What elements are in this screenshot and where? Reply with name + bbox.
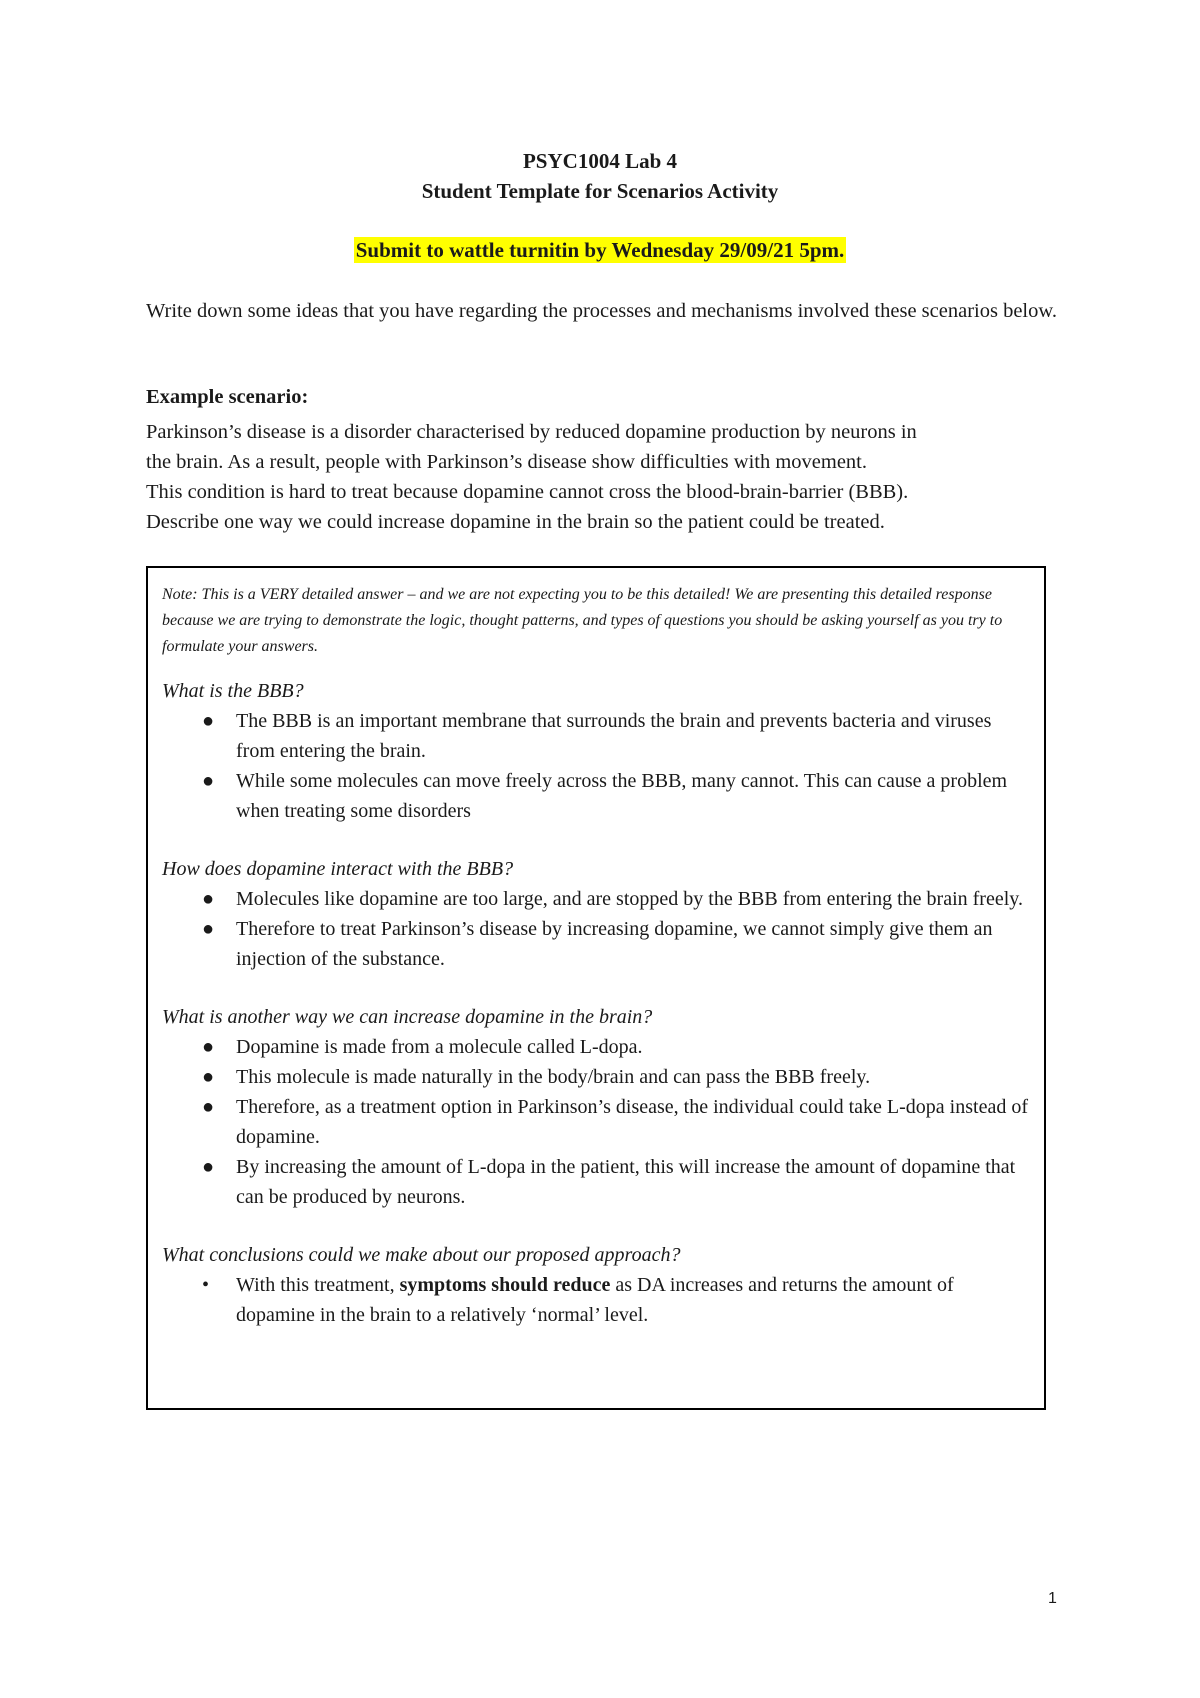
bullet-icon: ● [202, 1096, 215, 1118]
bullet-icon: ● [202, 918, 215, 940]
scenario-heading: Example scenario: [146, 386, 309, 408]
answer-note: Note: This is a VERY detailed answer – and we are not expecting you to be this detailed! We are presenting this detailed response because we are trying to demonstrate the logic, thought patterns, and types of questions you should be asking yourself as you try to formulate your answers. [162, 586, 1003, 655]
bullet-list [162, 706, 1032, 826]
bullet-text: This molecule is made naturally in the body/brain and can pass the BBB freely. [236, 1066, 871, 1088]
bullet-icon: ● [202, 710, 215, 732]
question-heading: What conclusions could we make about our proposed approach? [162, 1244, 681, 1266]
question-heading: What is the BBB? [162, 680, 304, 702]
bullet-list [162, 1032, 1032, 1212]
bullet-icon: ● [202, 770, 215, 792]
bullet-icon: ● [202, 1156, 215, 1178]
bullet-text-pre: With this treatment, [236, 1274, 400, 1296]
intro-paragraph: Write down some ideas that you have regarding the processes and mechanisms involved these scenarios below. [146, 300, 1057, 322]
scenario-line: the brain. As a result, people with Parkinson’s disease show difficulties with movement. [146, 451, 867, 473]
bullet-icon: ● [202, 1066, 215, 1088]
question-heading: How does dopamine interact with the BBB? [162, 858, 514, 880]
deadline-highlight: Submit to wattle turnitin by Wednesday 29/09/21 5pm. [355, 238, 845, 262]
bullet-text: By increasing the amount of L-dopa in the patient, this will increase the amount of dopamine that can be produced by neurons. [236, 1156, 1016, 1208]
bullet-list [162, 884, 1032, 974]
list-item [162, 1152, 1032, 1212]
list-item [162, 766, 1032, 826]
question-heading: What is another way we can increase dopamine in the brain? [162, 1006, 653, 1028]
bullet-text: Therefore, as a treatment option in Parkinson’s disease, the individual could take L-dopa instead of dopamine. [236, 1096, 1028, 1148]
scenario-body [146, 417, 1076, 537]
bullet-text-bold: symptoms should reduce [399, 1274, 611, 1296]
deadline-line [146, 238, 1054, 263]
bullet-text: While some molecules can move freely across the BBB, many cannot. This can cause a problem when treating some disorders [236, 770, 1008, 822]
list-item [162, 1092, 1032, 1152]
scenario-line: Describe one way we could increase dopamine in the brain so the patient could be treated. [146, 511, 885, 533]
bullet-text: Dopamine is made from a molecule called L-dopa. [236, 1036, 643, 1058]
answer-box [146, 566, 1046, 1410]
bullet-text: Therefore to treat Parkinson’s disease by increasing dopamine, we cannot simply give them an injection of the substance. [236, 918, 993, 970]
bullet-list [162, 1270, 1032, 1330]
scenario-line: Parkinson’s disease is a disorder characterised by reduced dopamine production by neurons in [146, 421, 917, 443]
list-item [162, 1032, 1032, 1062]
bullet-text-post: as DA increases and returns the amount of dopamine in the brain to a relatively ‘normal’ level. [236, 1274, 954, 1326]
list-item [162, 914, 1032, 974]
list-item [162, 1270, 1032, 1330]
course-title: PSYC1004 Lab 4 [522, 149, 678, 173]
list-item [162, 1062, 1032, 1092]
list-item [162, 706, 1032, 766]
scenario-line: This condition is hard to treat because dopamine cannot cross the blood-brain-barrier (BBB). [146, 481, 909, 503]
bullet-icon: ● [202, 888, 215, 910]
bullet-icon: ● [202, 1036, 215, 1058]
bullet-text: Molecules like dopamine are too large, and are stopped by the BBB from entering the brain freely. [236, 888, 1023, 910]
document-subtitle: Student Template for Scenarios Activity [421, 179, 779, 203]
bullet-icon: • [202, 1274, 210, 1296]
bullet-text: The BBB is an important membrane that surrounds the brain and prevents bacteria and viruses from entering the brain. [236, 710, 992, 762]
page-number: 1 [1048, 1590, 1057, 1607]
list-item [162, 884, 1032, 914]
